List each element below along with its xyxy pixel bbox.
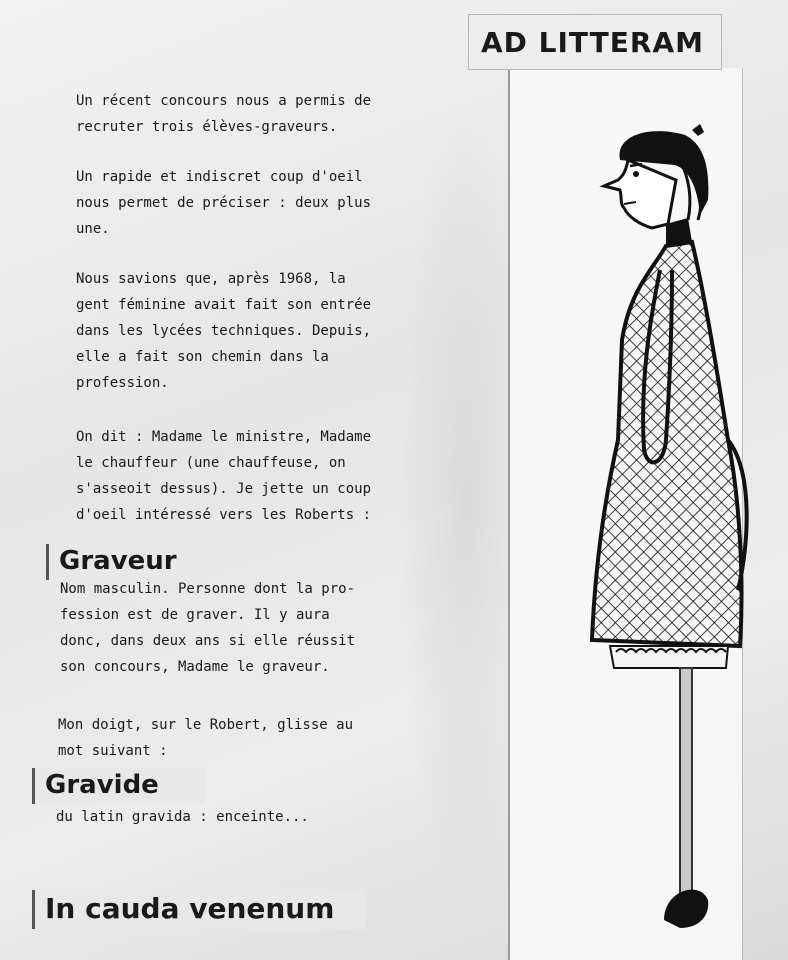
pregnant-woman-drawing-icon — [580, 120, 770, 930]
paragraph-doigt: Mon doigt, sur le Robert, glisse au mot suivant : — [58, 717, 354, 759]
definition-graveur: Nom masculin. Personne dont la pro- fession est de graver. Il y aura donc, dans deux ans si elle réussit son concours, Madame le graveur. — [60, 581, 356, 675]
paragraph-intro: Un récent concours nous a permis de recruter trois élèves-graveurs. — [76, 93, 372, 135]
closing-line: In cauda venenum — [32, 890, 365, 929]
paragraph-ministre: On dit : Madame le ministre, Madame le chauffeur (une chauffeuse, on s'asseoit dessus). Je jette un coup d'oeil intéressé vers les Roberts : — [76, 429, 372, 523]
page-title: AD LITTERAM — [468, 14, 722, 70]
paragraph-1968: Nous savions que, après 1968, la gent féminine avait fait son entrée dans les lycées techniques. Depuis, elle a fait son chemin dans la profession. — [76, 271, 372, 391]
heading-gravide: Gravide — [32, 768, 205, 804]
heading-graveur: Graveur — [46, 544, 195, 580]
paragraph-glance: Un rapide et indiscret coup d'oeil nous permet de préciser : deux plus une. — [76, 169, 372, 237]
definition-gravide: du latin gravida : enceinte... — [56, 809, 309, 825]
